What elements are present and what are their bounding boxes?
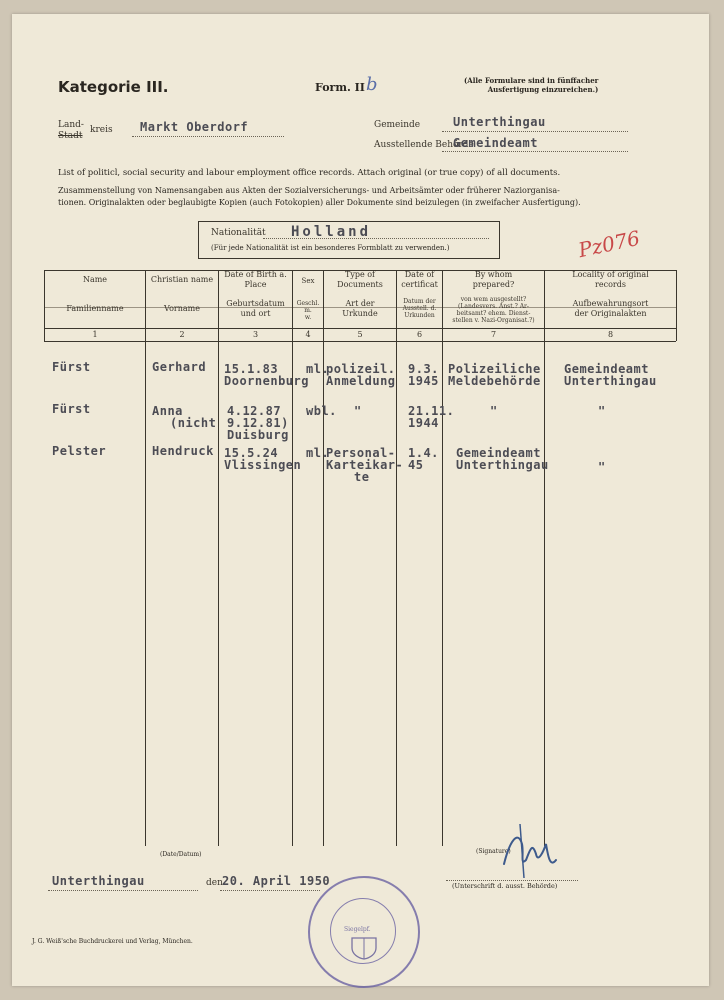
row-1-sex: ml.: [306, 362, 330, 376]
col-7-german: von wem ausgestellt? (Landesvers. Anst.? Ar- beitsamt? ehem. Dienst- stellen v. Nazi-Organisat.?): [452, 296, 535, 324]
submission-note-line-2: Ausfertigung einzureichen.): [487, 85, 599, 94]
row-2-birth-date: 4.12.87: [227, 404, 282, 418]
row-3-prepared-by-2: Unterthingau: [456, 458, 549, 472]
row-2-name: Fürst: [52, 402, 91, 416]
row-3-name: Pelster: [52, 444, 107, 458]
col-3-german-1: Geburtsdatum: [226, 299, 285, 308]
handwritten-reference: Pz076: [576, 225, 642, 263]
col-7-header: [443, 270, 544, 324]
gemeinde-value: Unterthingau: [453, 115, 546, 129]
row-1-certificate-date-2: 1945: [408, 374, 439, 388]
instructions-german-2: tionen. Originalakten oder beglaubigte Kopien (auch Fotokopien) aller Dokumente sind beizulegen (in zweifacher Ausfertigung).: [58, 198, 581, 207]
nationality-label: Nationalität: [211, 228, 266, 238]
col-4-german: Geschl. m. w.: [296, 300, 320, 321]
instructions-german-1: Zusammenstellung von Namensangaben aus Akten der Sozialversicherungs- und Arbeitsämter oder früherer Naziorganisa-: [58, 186, 560, 195]
col-number-5: 5: [357, 330, 363, 339]
col-6-english-1: Date of: [404, 270, 435, 279]
place-line: [48, 890, 198, 891]
row-3-document-2: Karteikar-: [326, 458, 404, 472]
row-3-document-3: te: [354, 470, 370, 484]
row-1-locality-2: Unterthingau: [564, 374, 657, 388]
row-3-birth-date: 15.5.24: [224, 446, 279, 460]
row-1-certificate-date-1: 9.3.: [408, 362, 439, 376]
col-8-english-1: Locality of original: [572, 270, 649, 279]
row-1-birth-place: Doornenburg: [224, 374, 309, 388]
date-line: [220, 890, 320, 891]
row-3-prepared-by-1: Gemeindeamt: [456, 446, 541, 460]
signature-label: (Signature): [476, 848, 511, 855]
row-2-certificate-date-1: 21.11.: [408, 404, 455, 418]
col-3-german-2: und ort: [240, 309, 271, 318]
row-2-birth-date-correction: 9.12.81): [227, 416, 289, 430]
authority-line: [442, 151, 628, 152]
authority-label: Ausstellende Behörde: [374, 140, 474, 150]
col-number-8: 8: [607, 330, 614, 339]
district-line: [132, 136, 284, 137]
row-1-locality-1: Gemeindeamt: [564, 362, 649, 376]
row-2-prepared-by: ": [490, 404, 498, 418]
row-2-christian-name-1: Anna: [152, 404, 183, 418]
row-3-certificate-date-1: 1.4.: [408, 446, 439, 460]
col-1-header: [45, 275, 145, 314]
row-3-certificate-date-2: 45: [408, 458, 424, 472]
row-2-sex: wbl.: [306, 404, 337, 418]
district-value: Markt Oberdorf: [140, 120, 249, 134]
row-2-certificate-date-2: 1944: [408, 416, 439, 430]
col-2-german: Vorname: [164, 304, 200, 313]
col-7-english-1: By whom: [474, 270, 513, 279]
signature-caption: (Unterschrift d. ausst. Behörde): [452, 882, 558, 890]
coat-of-arms-icon: [350, 936, 378, 960]
row-1-birth-date: 15.1.83: [224, 362, 279, 376]
col-3-english-2: Place: [244, 280, 267, 289]
signature-mark: [500, 820, 560, 882]
form-sheet: [12, 14, 709, 986]
row-2-birth-place: Duisburg: [227, 428, 289, 442]
col-number-2: 2: [179, 330, 185, 339]
row-3-document-1: Personal-: [326, 446, 396, 460]
col-4-header: [293, 276, 323, 321]
row-3-locality: ": [598, 460, 606, 474]
row-3-sex: ml.: [306, 446, 330, 460]
row-2-document: ": [354, 404, 362, 418]
handwritten-form-mark: b: [366, 74, 378, 95]
col-number-7: 7: [490, 330, 497, 339]
gemeinde-label: Gemeinde: [374, 120, 421, 130]
category-title: Kategorie III.: [58, 78, 169, 96]
col-1-english: Name: [82, 275, 108, 284]
col-number-1: 1: [92, 330, 98, 339]
col-5-header: [324, 270, 396, 319]
nationality-value: Holland: [291, 224, 372, 240]
col-5-german-2: Urkunde: [342, 309, 378, 318]
col-8-german-2: der Originalakten: [574, 309, 647, 318]
col-number-4: 4: [305, 330, 311, 339]
row-1-christian-name: Gerhard: [152, 360, 207, 374]
row-1-name: Fürst: [52, 360, 91, 374]
col-7-english-2: prepared?: [472, 280, 515, 289]
row-2-christian-name-2: (nicht: [170, 416, 217, 430]
col-number-6: 6: [416, 330, 423, 339]
col-5-english-1: Type of: [344, 270, 376, 279]
stamp-label: Siegelpf.: [344, 926, 371, 933]
col-1-german: Familienname: [66, 304, 124, 313]
row-1-document-1: polizeil.: [326, 362, 396, 376]
nationality-box: [198, 221, 500, 259]
col-8-header: [545, 270, 676, 319]
form-number-label: Form. II: [315, 81, 365, 94]
col-2-english: Christian name: [150, 275, 214, 284]
kreis-label: kreis: [90, 125, 113, 135]
official-stamp: [308, 876, 420, 988]
landkreis-label: [58, 120, 84, 142]
col-number-3: 3: [252, 330, 259, 339]
col-6-german: Datum der Ausstell. d. Urkunden: [402, 298, 437, 319]
row-3-birth-place: Vlissingen: [224, 458, 302, 472]
printer-imprint: J. G. Weiß'sche Buchdruckerei und Verlag, München.: [32, 938, 193, 945]
col-6-english-2: certificat: [401, 280, 438, 289]
col-2-header: [146, 275, 218, 314]
submission-note-line-1: (Alle Formulare sind in fünffacher: [464, 76, 599, 85]
date-label: (Date/Datum): [160, 851, 202, 858]
place-value: Unterthingau: [52, 874, 145, 888]
submission-note: [464, 76, 598, 94]
den-label: den: [206, 878, 223, 888]
row-3-christian-name: Hendruck: [152, 444, 214, 458]
col-5-english-2: Documents: [337, 280, 383, 289]
col-3-header: [219, 270, 292, 319]
col-6-header: [397, 270, 442, 319]
date-value: 20. April 1950: [222, 874, 331, 888]
gemeinde-line: [442, 131, 628, 132]
col-4-english: Sex: [301, 277, 315, 285]
col-3-english-1: Date of Birth a.: [224, 270, 287, 279]
col-5-german-1: Art der: [345, 299, 375, 308]
col-8-german-1: Aufbewahrungsort: [572, 299, 649, 308]
row-1-prepared-by-1: Polizeiliche: [448, 362, 541, 376]
row-1-document-2: Anmeldung: [326, 374, 396, 388]
land-label: Land-: [58, 120, 84, 130]
row-1-prepared-by-2: Meldebehörde: [448, 374, 541, 388]
row-2-locality: ": [598, 404, 606, 418]
authority-value: Gemeindeamt: [453, 136, 538, 150]
stadt-label: Stadt: [58, 131, 83, 141]
instructions-english: List of politicl, social security and labour employment office records. Attach original (or true copy) of all documents.: [58, 168, 561, 178]
nationality-note: (Für jede Nationalität ist ein besonderes Formblatt zu verwenden.): [211, 244, 450, 252]
col-8-english-2: records: [595, 280, 626, 289]
